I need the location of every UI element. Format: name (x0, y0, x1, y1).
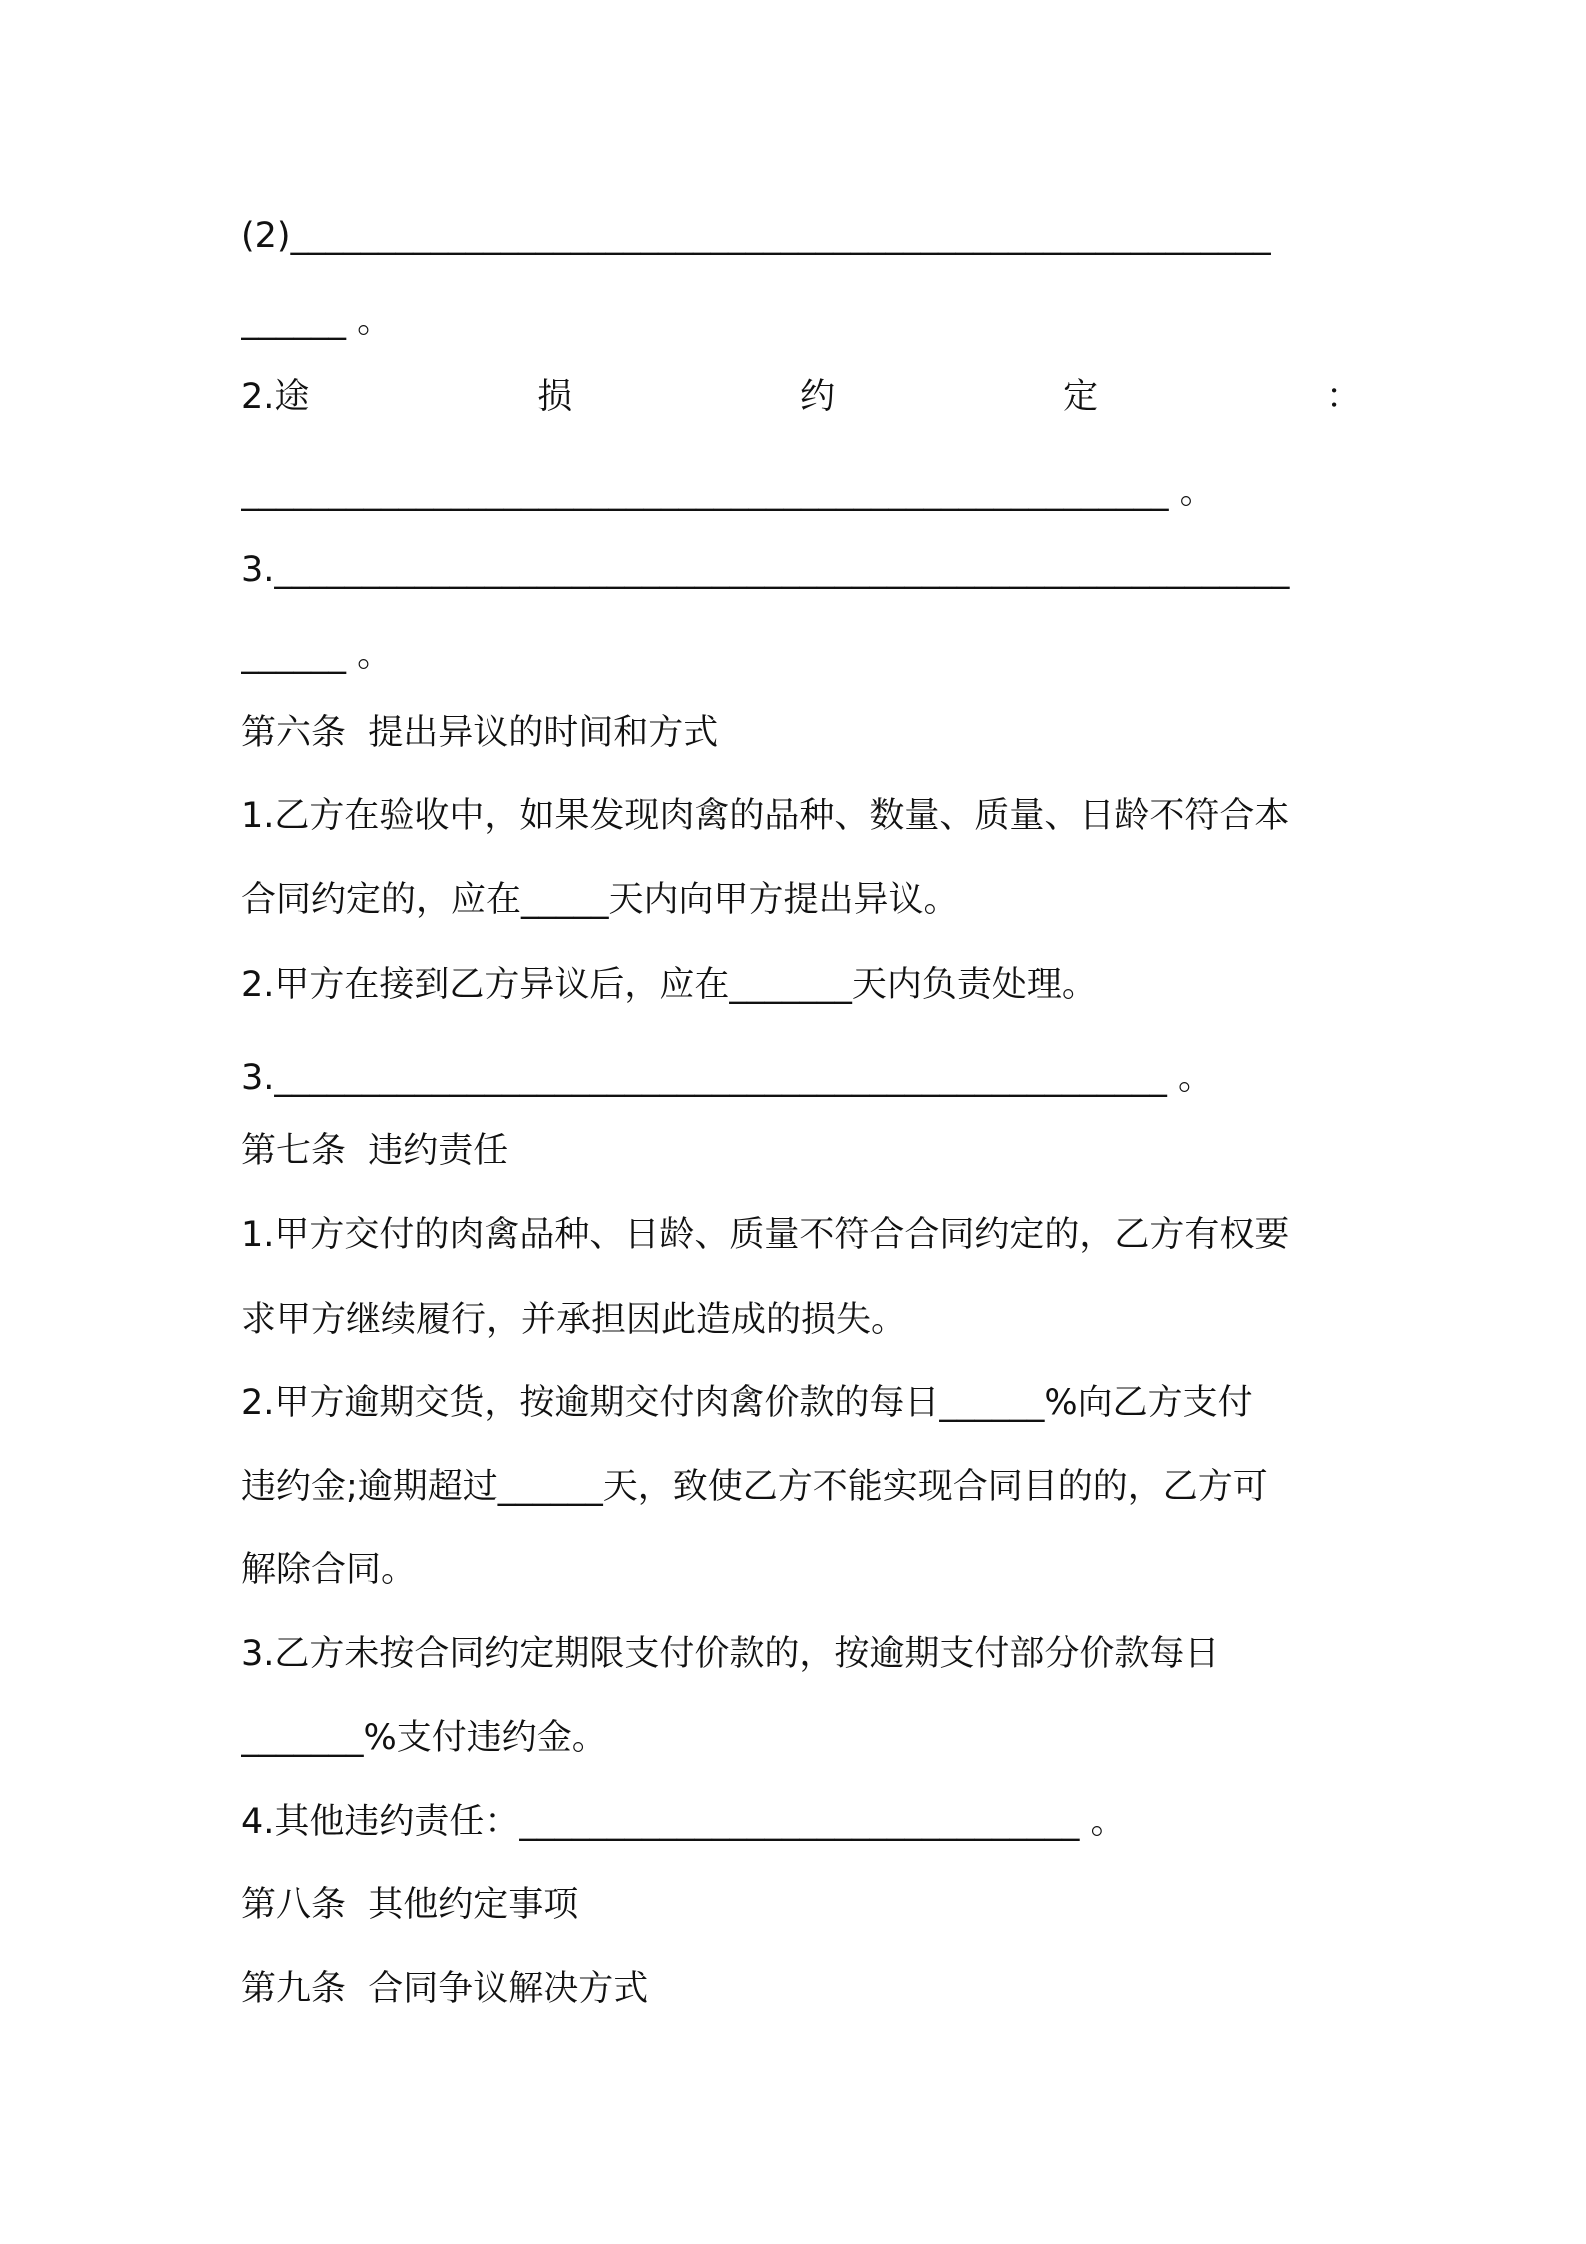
clause-7-item-3-line: 3.乙方未按合同约定期限支付价款的，按逾期支付部分价款每日 (241, 1634, 1220, 1674)
clause-6-item-3-line: 3.___________________________________________________ 。 (241, 1058, 1214, 1098)
clause-7-item-2-line-end: 解除合同。 (241, 1550, 417, 1590)
clause-9-heading: 第九条 合同争议解决方式 (241, 1969, 649, 2009)
clause-6-item-1-line-cont: 合同约定的，应在_____天内向甲方提出异议。 (241, 880, 959, 920)
clause-7-item-1-line: 1.甲方交付的肉禽品种、日龄、质量不符合合同约定的，乙方有权要 (241, 1215, 1290, 1255)
clause-5-loss-agreement-blank: _____________________________________________________ 。 (241, 472, 1215, 512)
clause-7-item-1-line-cont: 求甲方继续履行，并承担因此造成的损失。 (241, 1300, 907, 1340)
clause-5-item-2-line: (2)________________________________________________________ (241, 216, 1271, 256)
clause-5-item-3-line: 3.__________________________________________________________ (241, 550, 1290, 590)
clause-6-item-2-line: 2.甲方在接到乙方异议后，应在_______天内负责处理。 (241, 965, 1097, 1005)
clause-7-item-2-line: 2.甲方逾期交货，按逾期交付肉禽价款的每日______%向乙方支付 (241, 1383, 1253, 1423)
clause-6-item-1-line: 1.乙方在验收中，如果发现肉禽的品种、数量、质量、日龄不符合本 (241, 796, 1290, 836)
clause-7-item-4-line: 4.其他违约责任：________________________________ 。 (241, 1802, 1126, 1842)
clause-5-item-3-line-cont: ______ 。 (241, 635, 393, 675)
clause-7-heading: 第七条 违约责任 (241, 1131, 509, 1171)
clause-5-loss-agreement-line: 2.途 损 约 定 ： (241, 377, 1361, 417)
clause-7-item-2-line-cont: 违约金;逾期超过______天，致使乙方不能实现合同目的的，乙方可 (241, 1467, 1268, 1507)
clause-5-item-2-line-cont: ______ 。 (241, 301, 393, 341)
clause-6-heading: 第六条 提出异议的时间和方式 (241, 713, 719, 753)
clause-7-item-3-line-cont: _______%支付违约金。 (241, 1718, 607, 1758)
clause-8-heading: 第八条 其他约定事项 (241, 1885, 579, 1925)
